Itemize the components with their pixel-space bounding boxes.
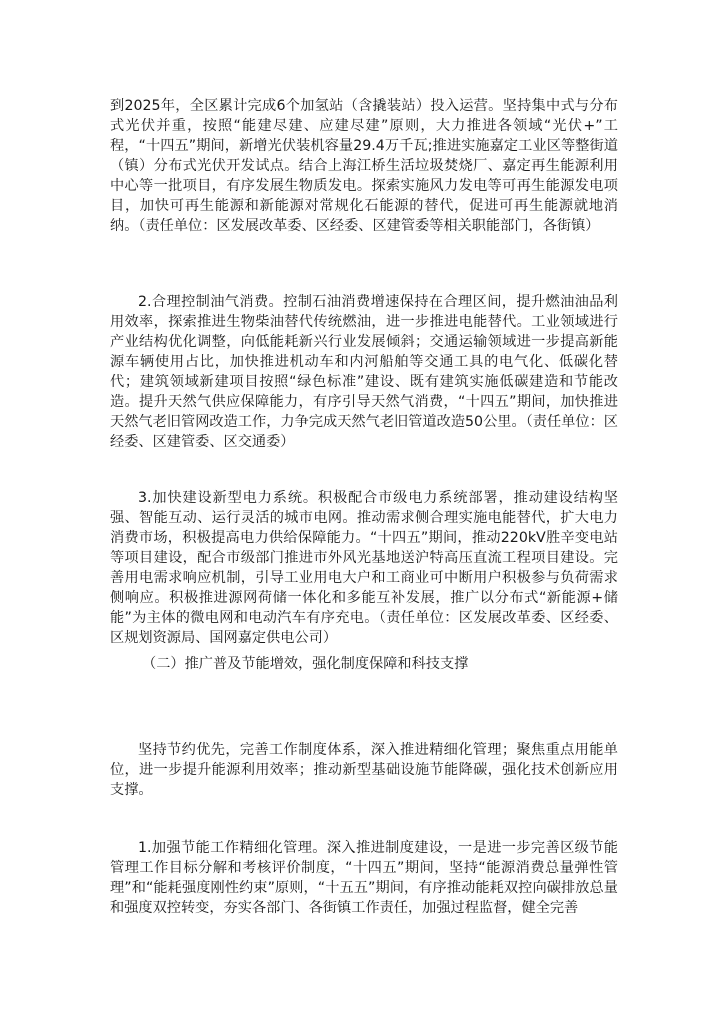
paragraph-hydrogen-solar: 到2025年，全区累计完成6个加氢站（含撬装站）投入运营。坚持集中式与分布式光伏并重，按照“能建尽建、应建尽建”原则，大力推进各领域“光伏+”工程，“十四五”期间，新增光伏装机容量29.4万千瓦;推进实施嘉定工业区等整街道（镇）分布式光伏开发试点。结合上海江桥生活垃圾焚烧厂、嘉定再生能源利用中心等一批项目，有序发展生物质发电。探索实施风力发电等可再生能源发电项目，加快可再生能源和新能源对常规化石能源的替代，促进可再生能源就地消纳。（责任单位：区发展改革委、区经委、区建管委等相关职能部门，各街镇）: [110, 98, 618, 234]
section-heading-energy-efficiency: （二）推广普及节能增效，强化制度保障和科技支撑: [142, 656, 469, 672]
paragraph-new-power-system: 3.加快建设新型电力系统。积极配合市级电力系统部署，推动建设结构坚强、智能互动、运行灵活的城市电网。推动需求侧合理实施电能替代，扩大电力消费市场，积极提高电力供给保障能力。“十四五”期间，推动220kV胜辛变电站等项目建设，配合市级部门推进市外风光基地送沪特高压直流工程项目建设。完善用电需求响应机制，引导工业用电大户和工商业可中断用户积极参与负荷需求侧响应。积极推进源网荷储一体化和多能互补发展，推广以分布式“新能源+储能”为主体的微电网和电动汽车有序充电。（责任单位：区发展改革委、区经委、区规划资源局、国网嘉定供电公司）: [110, 490, 618, 646]
paragraph-energy-management: 1.加强节能工作精细化管理。深入推进制度建设，一是进一步完善区级节能管理工作目标分解和考核评价制度，“十四五”期间，坚持“能源消费总量弹性管理”和“能耗强度刚性约束”原则，“十五五”期间，有序推动能耗双控向碳排放总量和强度双控转变，夯实各部门、各街镇工作责任，加强过程监督，健全完善: [110, 840, 618, 916]
paragraph-section-intro: 坚持节约优先，完善工作制度体系，深入推进精细化管理；聚焦重点用能单位，进一步提升能源利用效率；推动新型基础设施节能降碳，强化技术创新应用支撑。: [110, 742, 618, 798]
paragraph-oil-gas-consumption: 2.合理控制油气消费。控制石油消费增速保持在合理区间，提升燃油油品利用效率，探索推进生物柴油替代传统燃油，进一步推进电能替代。工业领域进行产业结构优化调整，向低能耗新兴行业发展倾斜；交通运输领域进一步提高新能源车辆使用占比，加快推进机动车和内河船舶等交通工具的电气化、低碳化替代；建筑领域新建项目按照“绿色标准”建设、既有建筑实施低碳建造和节能改造。提升天然气供应保障能力，有序引导天然气消费，“十四五”期间，加快推进天然气老旧管网改造工作，力争完成天然气老旧管道改造50公里。（责任单位：区经委、区建管委、区交通委）: [110, 294, 618, 450]
